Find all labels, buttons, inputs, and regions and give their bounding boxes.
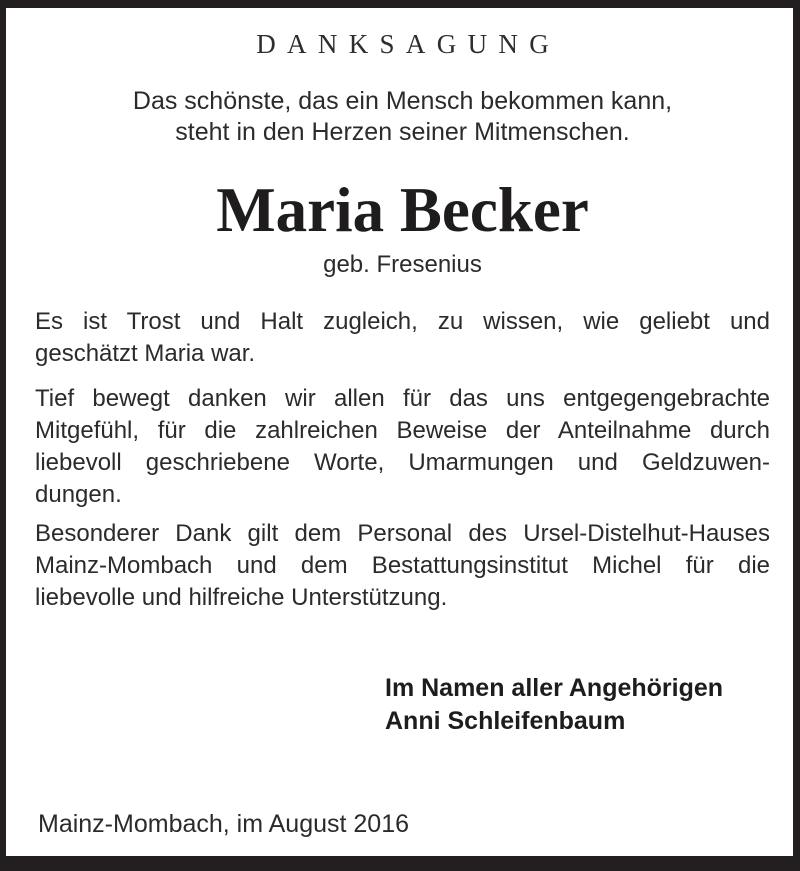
paragraph-line: Mitgefühl, für die zahlreichen Beweise der Anteilnahme durch <box>35 417 770 444</box>
notice-type-heading: DANKSAGUNG <box>256 29 561 59</box>
paragraph-line: liebevolle und hilfreiche Unterstützung. <box>35 584 448 611</box>
paragraph-line: geschätzt Maria war. <box>35 340 256 367</box>
paragraph-line: Besonderer Dank gilt dem Personal des Ursel-Distelhut-Hauses <box>35 520 770 547</box>
paragraph-line: Mainz-Mombach und dem Bestattungsinstitut Michel für die <box>35 552 770 579</box>
epigraph-line: Das schönste, das ein Mensch bekommen kann, <box>132 87 673 115</box>
body-paragraph <box>35 306 770 370</box>
signature-block <box>385 672 770 738</box>
paragraph-line: Tief bewegt danken wir allen für das uns entgegengebrachte <box>35 385 770 412</box>
paragraph-line: Es ist Trost und Halt zugleich, zu wissen, wie geliebt und <box>35 308 770 335</box>
body-paragraph <box>35 518 770 614</box>
paragraph-line: liebevoll geschriebene Worte, Umarmungen und Geldzuwen- <box>35 449 770 476</box>
maiden-name: geb. Fresenius <box>323 251 482 278</box>
epigraph-line: steht in den Herzen seiner Mitmenschen. <box>175 118 630 146</box>
epigraph <box>35 86 770 148</box>
paragraph-line: dungen. <box>35 481 122 508</box>
signature-intro: Im Namen aller Angehörigen <box>385 674 724 702</box>
place-date-line: Mainz-Mombach, im August 2016 <box>38 810 410 838</box>
signature-name: Anni Schleifenbaum <box>385 707 626 735</box>
body-paragraph <box>35 383 770 511</box>
deceased-name: Maria Becker <box>216 175 589 245</box>
